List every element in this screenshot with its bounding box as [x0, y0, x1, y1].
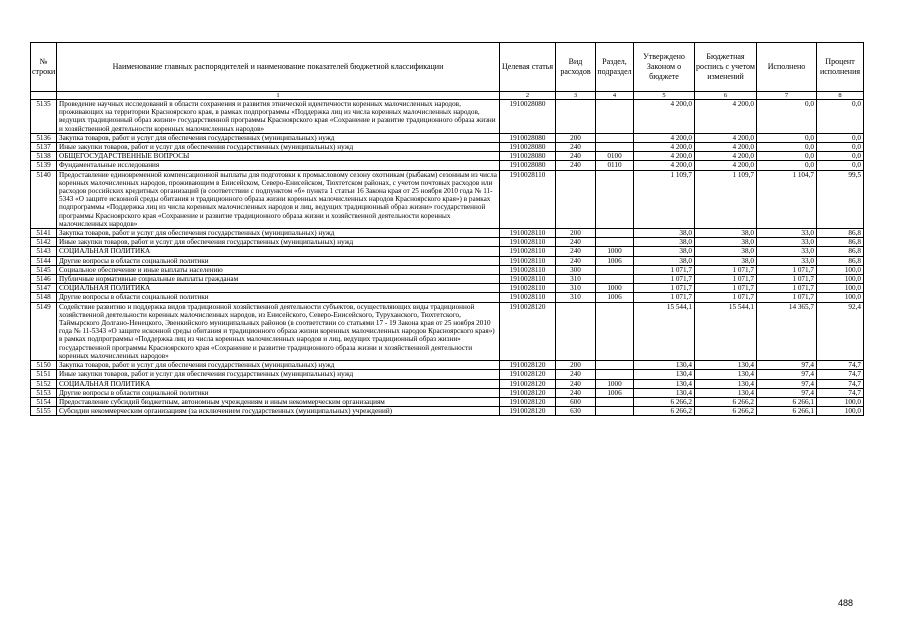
row-number: 5153 — [31, 388, 57, 397]
approved-amount: 130,4 — [634, 361, 695, 370]
table-row — [31, 302, 864, 360]
header-approved: Утверждено Законом о бюджете — [634, 43, 695, 92]
row-name: Иные закупки товаров, работ и услуг для обеспечения государственных (муниципальных) нужд — [57, 143, 500, 152]
section-subsection: 0110 — [596, 161, 634, 170]
expense-type — [556, 170, 596, 228]
page-number: 488 — [838, 598, 854, 608]
target-article: 1910028110 — [500, 170, 556, 228]
budget-amount: 130,4 — [695, 370, 757, 379]
table-row — [31, 170, 864, 228]
expense-type: 240 — [556, 247, 596, 256]
table-row — [31, 293, 864, 302]
target-article: 1910028120 — [500, 379, 556, 388]
expense-type: 200 — [556, 133, 596, 142]
table-row — [31, 265, 864, 274]
section-subsection — [596, 397, 634, 406]
target-article: 1910028080 — [500, 152, 556, 161]
approved-amount: 4 200,0 — [634, 152, 695, 161]
approved-amount: 130,4 — [634, 370, 695, 379]
execution-percent: 86,8 — [817, 238, 864, 247]
approved-amount: 1 109,7 — [634, 170, 695, 228]
row-name: Фундаментальные исследования — [57, 161, 500, 170]
table-row — [31, 238, 864, 247]
executed-amount: 1 071,7 — [757, 293, 817, 302]
target-article: 1910028110 — [500, 256, 556, 265]
execution-percent: 86,8 — [817, 256, 864, 265]
execution-percent: 100,0 — [817, 397, 864, 406]
target-article: 1910028110 — [500, 265, 556, 274]
execution-percent: 74,7 — [817, 388, 864, 397]
row-number: 5149 — [31, 302, 57, 360]
column-index-row — [31, 92, 864, 100]
execution-percent: 74,7 — [817, 370, 864, 379]
budget-amount: 130,4 — [695, 361, 757, 370]
expense-type: 240 — [556, 161, 596, 170]
approved-amount: 130,4 — [634, 388, 695, 397]
section-subsection — [596, 361, 634, 370]
table-row — [31, 256, 864, 265]
approved-amount: 6 266,2 — [634, 397, 695, 406]
target-article: 1910028110 — [500, 293, 556, 302]
execution-percent: 100,0 — [817, 275, 864, 284]
expense-type: 200 — [556, 361, 596, 370]
budget-table — [30, 42, 864, 416]
target-article: 1910028110 — [500, 238, 556, 247]
column-index-cell: 3 — [556, 92, 596, 100]
header-percent: Процент исполнения — [817, 43, 864, 92]
header-num: № строки — [31, 43, 57, 92]
budget-amount: 38,0 — [695, 229, 757, 238]
row-name: Закупка товаров, работ и услуг для обеспечения государственных (муниципальных) нужд — [57, 229, 500, 238]
column-index-cell: 5 — [634, 92, 695, 100]
target-article: 1910028110 — [500, 247, 556, 256]
executed-amount: 6 266,1 — [757, 397, 817, 406]
execution-percent: 86,8 — [817, 229, 864, 238]
expense-type: 240 — [556, 379, 596, 388]
row-number: 5143 — [31, 247, 57, 256]
row-name: Проведение научных исследований в области сохранения и развития этнической идентичности коренных малочисленных народов, проживающих на территории Красноярского края, в рамках подпрограммы «Поддержка лиц из числа коренных малочисленных народов, ведущих традиционный образ жизни» государственной программы Красноярского края «Сохранение и развитие традиционного образа жизни и хозяйственной деятельности коренных малочисленных народов» — [57, 100, 500, 134]
approved-amount: 6 266,2 — [634, 407, 695, 416]
budget-amount: 38,0 — [695, 247, 757, 256]
execution-percent: 92,4 — [817, 302, 864, 360]
row-number: 5138 — [31, 152, 57, 161]
expense-type: 200 — [556, 229, 596, 238]
column-index-cell: 1 — [57, 92, 500, 100]
header-target: Целевая статья — [500, 43, 556, 92]
budget-amount: 38,0 — [695, 238, 757, 247]
row-number: 5148 — [31, 293, 57, 302]
header-executed: Исполнено — [757, 43, 817, 92]
section-subsection — [596, 143, 634, 152]
target-article: 1910028120 — [500, 302, 556, 360]
approved-amount: 1 071,7 — [634, 275, 695, 284]
column-index-cell: 6 — [695, 92, 757, 100]
section-subsection: 1000 — [596, 284, 634, 293]
executed-amount: 97,4 — [757, 379, 817, 388]
column-index-cell — [31, 92, 57, 100]
approved-amount: 130,4 — [634, 379, 695, 388]
row-name: Социальное обеспечение и иные выплаты населению — [57, 265, 500, 274]
executed-amount: 97,4 — [757, 370, 817, 379]
approved-amount: 1 071,7 — [634, 293, 695, 302]
expense-type: 310 — [556, 293, 596, 302]
row-number: 5137 — [31, 143, 57, 152]
budget-amount: 6 266,2 — [695, 407, 757, 416]
section-subsection — [596, 100, 634, 134]
budget-amount: 4 200,0 — [695, 161, 757, 170]
target-article: 1910028110 — [500, 229, 556, 238]
expense-type — [556, 100, 596, 134]
approved-amount: 15 544,1 — [634, 302, 695, 360]
row-name: СОЦИАЛЬНАЯ ПОЛИТИКА — [57, 379, 500, 388]
executed-amount: 1 071,7 — [757, 265, 817, 274]
budget-amount: 1 071,7 — [695, 284, 757, 293]
table-row — [31, 379, 864, 388]
expense-type: 240 — [556, 143, 596, 152]
row-number: 5142 — [31, 238, 57, 247]
section-subsection: 1006 — [596, 388, 634, 397]
section-subsection: 1006 — [596, 293, 634, 302]
executed-amount: 1 071,7 — [757, 275, 817, 284]
row-number: 5145 — [31, 265, 57, 274]
expense-type: 240 — [556, 256, 596, 265]
row-name: ОБЩЕГОСУДАРСТВЕННЫЕ ВОПРОСЫ — [57, 152, 500, 161]
approved-amount: 1 071,7 — [634, 284, 695, 293]
executed-amount: 97,4 — [757, 388, 817, 397]
expense-type: 310 — [556, 284, 596, 293]
table-row — [31, 152, 864, 161]
section-subsection — [596, 133, 634, 142]
executed-amount: 6 266,1 — [757, 407, 817, 416]
header-section: Раздел, подраздел — [596, 43, 634, 92]
budget-amount: 4 200,0 — [695, 100, 757, 134]
table-row — [31, 275, 864, 284]
executed-amount: 1 071,7 — [757, 284, 817, 293]
section-subsection — [596, 229, 634, 238]
execution-percent: 0,0 — [817, 100, 864, 134]
table-row — [31, 388, 864, 397]
section-subsection: 1006 — [596, 256, 634, 265]
table-row — [31, 133, 864, 142]
row-name: Другие вопросы в области социальной политики — [57, 293, 500, 302]
budget-amount: 1 071,7 — [695, 293, 757, 302]
row-name: Содействие развитию и поддержка видов традиционной хозяйственной деятельности субъектов, осуществляющих виды традиционной хозяйственной деятельности коренных малочисленных народов, из Енисейского, Северо-Енисейского, Туруханского, Тюхтетского, Таймырского Долгано-Ненецкого, Эвенкийского муниципальных районов (в соответствии со статьями 17 - 19 Закона края от 25 ноября 2010 года № 11-5343 «О защите исконной среды обитания и традиционного образа жизни коренных малочисленных народов Красноярского края») в рамках подпрограммы «Поддержка лиц из числа коренных малочисленных народов и лиц, ведущих традиционный образ жизни» государственной программы Красноярского края «Сохранение и развитие традиционного образа жизни и хозяйственной деятельности коренных малочисленных народов» — [57, 302, 500, 360]
row-number: 5141 — [31, 229, 57, 238]
target-article: 1910028080 — [500, 161, 556, 170]
budget-amount: 15 544,1 — [695, 302, 757, 360]
column-index-cell: 8 — [817, 92, 864, 100]
table-row — [31, 370, 864, 379]
executed-amount: 97,4 — [757, 361, 817, 370]
row-number: 5151 — [31, 370, 57, 379]
target-article: 1910028080 — [500, 100, 556, 134]
expense-type — [556, 302, 596, 360]
execution-percent: 74,7 — [817, 361, 864, 370]
row-number: 5147 — [31, 284, 57, 293]
row-number: 5152 — [31, 379, 57, 388]
row-name: Другие вопросы в области социальной политики — [57, 388, 500, 397]
executed-amount: 33,0 — [757, 256, 817, 265]
section-subsection: 1000 — [596, 379, 634, 388]
budget-amount: 6 266,2 — [695, 397, 757, 406]
row-name: Закупка товаров, работ и услуг для обеспечения государственных (муниципальных) нужд — [57, 133, 500, 142]
budget-amount: 4 200,0 — [695, 133, 757, 142]
target-article: 1910028080 — [500, 143, 556, 152]
approved-amount: 38,0 — [634, 256, 695, 265]
header-budget-list: Бюджетная роспись с учетом изменений — [695, 43, 757, 92]
row-number: 5139 — [31, 161, 57, 170]
row-number: 5136 — [31, 133, 57, 142]
target-article: 1910028110 — [500, 284, 556, 293]
expense-type: 240 — [556, 370, 596, 379]
executed-amount: 0,0 — [757, 133, 817, 142]
row-number: 5140 — [31, 170, 57, 228]
expense-type: 300 — [556, 265, 596, 274]
budget-amount: 1 109,7 — [695, 170, 757, 228]
approved-amount: 4 200,0 — [634, 100, 695, 134]
section-subsection: 0100 — [596, 152, 634, 161]
execution-percent: 100,0 — [817, 284, 864, 293]
table-row — [31, 229, 864, 238]
row-name: Другие вопросы в области социальной политики — [57, 256, 500, 265]
table-row — [31, 284, 864, 293]
execution-percent: 74,7 — [817, 379, 864, 388]
row-number: 5155 — [31, 407, 57, 416]
header-type: Вид расходов — [556, 43, 596, 92]
approved-amount: 38,0 — [634, 229, 695, 238]
row-name: Предоставление единовременной компенсационной выплаты для подготовки к промысловому сезону охотникам (рыбакам) сезонным из числа коренных малочисленных народов, проживающим в Енисейском, Северо-Енисейском, Тюхтетском районах, с учетом почтовых расходов или расходов российских кредитных организаций (в соответствии с подпунктом «б» пункта 1 статьи 16 Закона края от 25 ноября 2010 года № 11-5343 «О защите исконной среды обитания и традиционного образа жизни коренных малочисленных народов Красноярского края») в рамках подпрограммы «Поддержка лиц из числа коренных малочисленных народов и лиц, ведущих традиционный образ жизни» государственной программы Красноярского края «Сохранение и развитие традиционного образа жизни и хозяйственной деятельности коренных малочисленных народов» — [57, 170, 500, 228]
row-name: СОЦИАЛЬНАЯ ПОЛИТИКА — [57, 284, 500, 293]
section-subsection — [596, 370, 634, 379]
execution-percent: 100,0 — [817, 265, 864, 274]
target-article: 1910028080 — [500, 133, 556, 142]
execution-percent: 0,0 — [817, 161, 864, 170]
execution-percent: 100,0 — [817, 293, 864, 302]
target-article: 1910028120 — [500, 361, 556, 370]
expense-type: 630 — [556, 407, 596, 416]
execution-percent: 0,0 — [817, 133, 864, 142]
table-row — [31, 397, 864, 406]
table-row — [31, 247, 864, 256]
row-number: 5154 — [31, 397, 57, 406]
execution-percent: 100,0 — [817, 407, 864, 416]
budget-amount: 4 200,0 — [695, 152, 757, 161]
executed-amount: 0,0 — [757, 100, 817, 134]
executed-amount: 14 365,7 — [757, 302, 817, 360]
row-name: Предоставление субсидий бюджетным, автономным учреждениям и иным некоммерческим организациям — [57, 397, 500, 406]
executed-amount: 33,0 — [757, 247, 817, 256]
table-row — [31, 143, 864, 152]
budget-amount: 1 071,7 — [695, 275, 757, 284]
header-name: Наименование главных распорядителей и наименование показателей бюджетной классификации — [57, 43, 500, 92]
target-article: 1910028120 — [500, 370, 556, 379]
budget-amount: 130,4 — [695, 388, 757, 397]
executed-amount: 33,0 — [757, 229, 817, 238]
column-index-cell: 7 — [757, 92, 817, 100]
column-index-cell: 4 — [596, 92, 634, 100]
row-name: Публичные нормативные социальные выплаты гражданам — [57, 275, 500, 284]
budget-amount: 38,0 — [695, 256, 757, 265]
execution-percent: 99,5 — [817, 170, 864, 228]
row-name: Закупка товаров, работ и услуг для обеспечения государственных (муниципальных) нужд — [57, 361, 500, 370]
budget-amount: 1 071,7 — [695, 265, 757, 274]
table-row — [31, 361, 864, 370]
section-subsection — [596, 302, 634, 360]
row-number: 5146 — [31, 275, 57, 284]
approved-amount: 4 200,0 — [634, 161, 695, 170]
approved-amount: 38,0 — [634, 247, 695, 256]
expense-type: 240 — [556, 152, 596, 161]
approved-amount: 38,0 — [634, 238, 695, 247]
budget-amount: 130,4 — [695, 379, 757, 388]
row-number: 5135 — [31, 100, 57, 134]
table-row — [31, 100, 864, 134]
target-article: 1910028120 — [500, 397, 556, 406]
approved-amount: 4 200,0 — [634, 143, 695, 152]
executed-amount: 0,0 — [757, 152, 817, 161]
row-number: 5150 — [31, 361, 57, 370]
table-body — [31, 100, 864, 416]
executed-amount: 1 104,7 — [757, 170, 817, 228]
table-row — [31, 407, 864, 416]
target-article: 1910028120 — [500, 388, 556, 397]
row-name: Иные закупки товаров, работ и услуг для обеспечения государственных (муниципальных) нужд — [57, 238, 500, 247]
execution-percent: 0,0 — [817, 143, 864, 152]
target-article: 1910028110 — [500, 275, 556, 284]
budget-amount: 4 200,0 — [695, 143, 757, 152]
execution-percent: 86,8 — [817, 247, 864, 256]
section-subsection — [596, 275, 634, 284]
section-subsection — [596, 265, 634, 274]
column-index-cell: 2 — [500, 92, 556, 100]
execution-percent: 0,0 — [817, 152, 864, 161]
row-number: 5144 — [31, 256, 57, 265]
target-article: 1910028120 — [500, 407, 556, 416]
section-subsection — [596, 170, 634, 228]
header-row — [31, 43, 864, 92]
section-subsection: 1000 — [596, 247, 634, 256]
executed-amount: 0,0 — [757, 161, 817, 170]
approved-amount: 4 200,0 — [634, 133, 695, 142]
row-name: Субсидии некоммерческим организациям (за исключением государственных (муниципальных) учреждений) — [57, 407, 500, 416]
approved-amount: 1 071,7 — [634, 265, 695, 274]
expense-type: 310 — [556, 275, 596, 284]
table-row — [31, 161, 864, 170]
executed-amount: 33,0 — [757, 238, 817, 247]
executed-amount: 0,0 — [757, 143, 817, 152]
section-subsection — [596, 407, 634, 416]
expense-type: 240 — [556, 238, 596, 247]
expense-type: 240 — [556, 388, 596, 397]
row-name: Иные закупки товаров, работ и услуг для обеспечения государственных (муниципальных) нужд — [57, 370, 500, 379]
row-name: СОЦИАЛЬНАЯ ПОЛИТИКА — [57, 247, 500, 256]
section-subsection — [596, 238, 634, 247]
expense-type: 600 — [556, 397, 596, 406]
